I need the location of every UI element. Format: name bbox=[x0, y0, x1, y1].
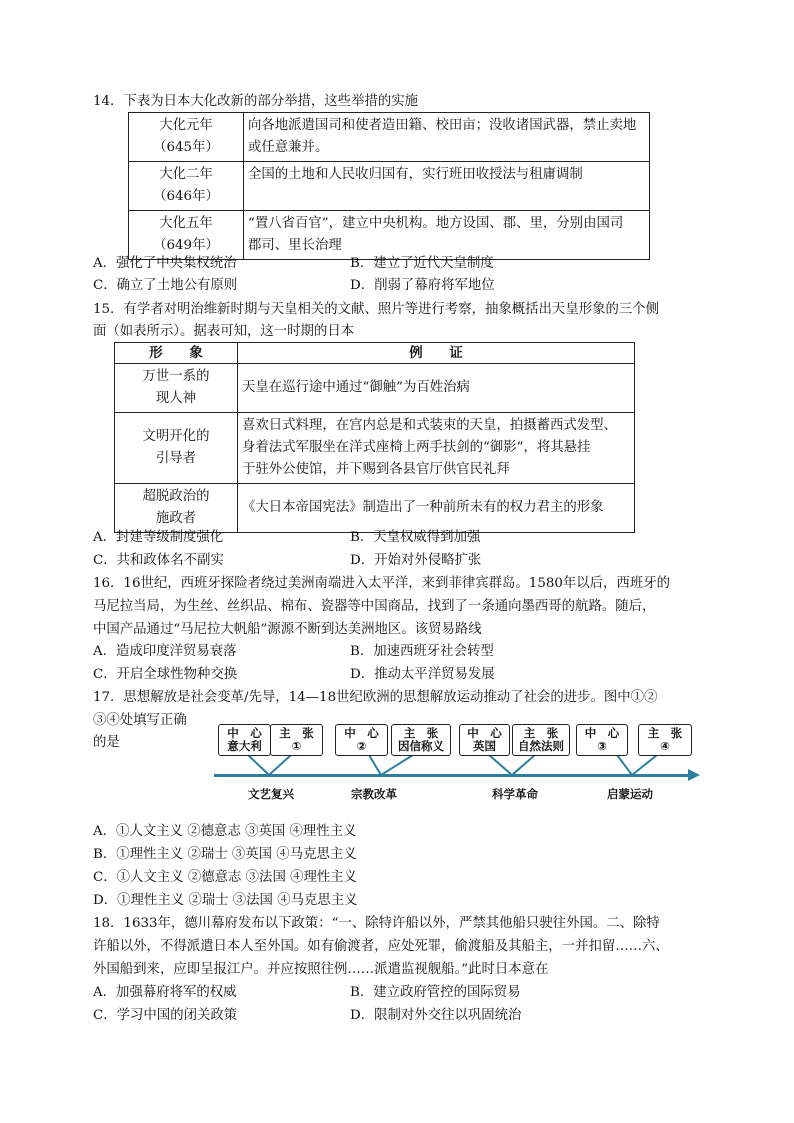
q17-stem: 17．思想解放是社会变革/先导，14—18世纪欧洲的思想解放运动推动了社会的进步。图中①② bbox=[93, 690, 658, 705]
q15-stem: 15．有学者对明治维新时期与天皇相关的文献、照片等进行考察，抽象概括出天皇形象的三个侧 bbox=[93, 302, 660, 317]
q18-option-c[interactable]: C．学习中国的闭关政策 bbox=[93, 1008, 238, 1023]
evidence-cell: 喜欢日式料理，在宫内总是和式装束的天皇，拍摄蓄西式发型、 bbox=[242, 418, 617, 433]
diagram-box: 主 张 因信称义 bbox=[391, 724, 451, 756]
q16-option-c[interactable]: C．开启全球性物种交换 bbox=[93, 667, 238, 682]
timeline-diagram bbox=[214, 722, 700, 812]
image-cell: 万世一系的 bbox=[142, 369, 210, 384]
q16-option-a[interactable]: A．造成印度洋贸易衰落 bbox=[93, 644, 237, 659]
q14-option-a[interactable]: A．强化了中央集权统治 bbox=[93, 256, 237, 271]
diagram-box: 中 心 英国 bbox=[459, 724, 510, 756]
image-cell: 施政者 bbox=[155, 511, 197, 526]
timeline-axis bbox=[214, 774, 692, 777]
content-cell: 全国的土地和人民收归国有，实行班田收授法与租庸调制 bbox=[248, 167, 583, 182]
header-evidence: 例 证 bbox=[238, 343, 635, 364]
q16-option-d[interactable]: D．推动太平洋贸易发展 bbox=[350, 667, 495, 682]
q16-option-b[interactable]: B．加速西班牙社会转型 bbox=[350, 644, 494, 659]
ad-cell: （649年） bbox=[153, 238, 219, 253]
q14-option-d[interactable]: D．削弱了幕府将军地位 bbox=[350, 278, 495, 293]
q14-table bbox=[128, 112, 650, 260]
q14-option-b[interactable]: B．建立了近代天皇制度 bbox=[350, 256, 494, 271]
year-cell: 大化五年 bbox=[159, 216, 213, 231]
q18-option-d[interactable]: D．限制对外交往以巩固统治 bbox=[350, 1008, 522, 1023]
image-cell: 引导者 bbox=[155, 451, 197, 466]
q14-stem: 14．下表为日本大化改新的部分举措，这些举措的实施 bbox=[93, 94, 419, 109]
evidence-cell: 《大日本帝国宪法》制造出了一种前所未有的权力君主的形象 bbox=[242, 500, 604, 515]
q15-option-b[interactable]: B．天皇权威得到加强 bbox=[350, 530, 481, 545]
q15-option-c[interactable]: C．共和政体名不副实 bbox=[93, 553, 224, 568]
content-cell: 或任意兼并。 bbox=[248, 140, 329, 155]
stage-label: 科学革命 bbox=[492, 787, 538, 801]
image-cell: 文明开化的 bbox=[142, 429, 210, 444]
table-row bbox=[115, 364, 635, 413]
content-cell: 郡司、里长治理 bbox=[248, 238, 342, 253]
table-row bbox=[129, 162, 650, 211]
q15-option-a[interactable]: A．封建等级制度强化 bbox=[93, 530, 224, 545]
table-row bbox=[129, 113, 650, 162]
stage-label: 启蒙运动 bbox=[607, 787, 653, 801]
q17-option-c[interactable]: C．①人文主义 ②德意志 ③法国 ④理性主义 bbox=[93, 870, 358, 885]
q17-option-d[interactable]: D．①理性主义 ②瑞士 ③法国 ④马克思主义 bbox=[93, 893, 358, 908]
image-cell: 现人神 bbox=[155, 391, 197, 406]
image-cell: 超脱政治的 bbox=[142, 489, 210, 504]
q18-stem-3: 外国船到来，应即呈报江户。并应按照往例……派遣监视舰船。”此时日本意在 bbox=[93, 962, 549, 977]
year-cell: 大化二年 bbox=[159, 167, 213, 182]
q18-stem: 18．1633年，德川幕府发布以下政策：“一、除特许船以外，严禁其他船只驶往外国。二、除特 bbox=[93, 916, 660, 931]
year-cell: 大化元年 bbox=[159, 118, 213, 133]
axis-arrow-icon bbox=[688, 769, 700, 781]
stage-label: 宗教改革 bbox=[351, 787, 397, 801]
q17-option-b[interactable]: B．①理性主义 ②瑞士 ③英国 ④马克思主义 bbox=[93, 847, 357, 862]
q18-stem-2: 许船以外，不得派遣日本人至外国。如有偷渡者，应处死罪，偷渡船及其船主，一并扣留……六、 bbox=[93, 939, 669, 954]
diagram-box: 主 张 ① bbox=[270, 724, 323, 756]
evidence-cell: 身着法式军服坐在洋式座椅上两手扶剑的“御影”，将其悬挂 bbox=[242, 440, 591, 455]
table-row bbox=[115, 413, 635, 484]
q16-stem-3: 中国产品通过“马尼拉大帆船”源源不断到达美洲地区。该贸易路线 bbox=[93, 622, 482, 637]
q15-option-d[interactable]: D．开始对外侵略扩张 bbox=[350, 553, 482, 568]
q17-option-a[interactable]: A．①人文主义 ②德意志 ③英国 ④理性主义 bbox=[93, 824, 357, 839]
evidence-cell: 于驻外公使馆，并下赐到各县官厅供官民礼拜 bbox=[242, 462, 510, 477]
diagram-box: 中 心 ③ bbox=[576, 724, 628, 756]
content-cell: “置八省百官”，建立中央机构。地方设国、郡、里，分别由国司 bbox=[248, 216, 624, 231]
ad-cell: （645年） bbox=[153, 140, 219, 155]
q15-table bbox=[114, 342, 635, 533]
q15-stem-2: 面（如表所示）。据表可知，这一时期的日本 bbox=[93, 324, 355, 339]
ad-cell: （646年） bbox=[153, 189, 219, 204]
q18-option-b[interactable]: B．建立政府管控的国际贸易 bbox=[350, 985, 521, 1000]
diagram-box: 中 心 意大利 bbox=[218, 724, 271, 756]
header-image: 形 象 bbox=[115, 343, 238, 364]
table-row bbox=[115, 484, 635, 533]
q18-option-a[interactable]: A．加强幕府将军的权威 bbox=[93, 985, 237, 1000]
content-cell: 向各地派遣国司和使者造田籍、校田亩；没收诸国武器，禁止卖地 bbox=[248, 118, 637, 133]
q17-stem-2: ③④处填写正确 bbox=[93, 713, 187, 728]
q16-stem-2: 马尼拉当局，为生丝、丝织品、棉布、瓷器等中国商品，找到了一条通向墨西哥的航路。随后， bbox=[93, 599, 656, 614]
diagram-box: 主 张 自然法则 bbox=[512, 724, 570, 756]
diagram-box: 中 心 ② bbox=[335, 724, 388, 756]
q16-stem: 16．16世纪，西班牙探险者绕过美洲南端进入太平洋，来到菲律宾群岛。1580年以后，西班牙的 bbox=[93, 576, 670, 591]
table-row bbox=[129, 211, 650, 260]
q17-stem-3: 的是 bbox=[93, 735, 120, 750]
stage-label: 文艺复兴 bbox=[248, 787, 294, 801]
diagram-box: 主 张 ④ bbox=[638, 724, 692, 756]
table-header-row bbox=[115, 343, 635, 364]
q14-option-c[interactable]: C．确立了土地公有原则 bbox=[93, 278, 238, 293]
evidence-cell: 天皇在巡行途中通过“御触”为百姓治病 bbox=[242, 380, 470, 395]
